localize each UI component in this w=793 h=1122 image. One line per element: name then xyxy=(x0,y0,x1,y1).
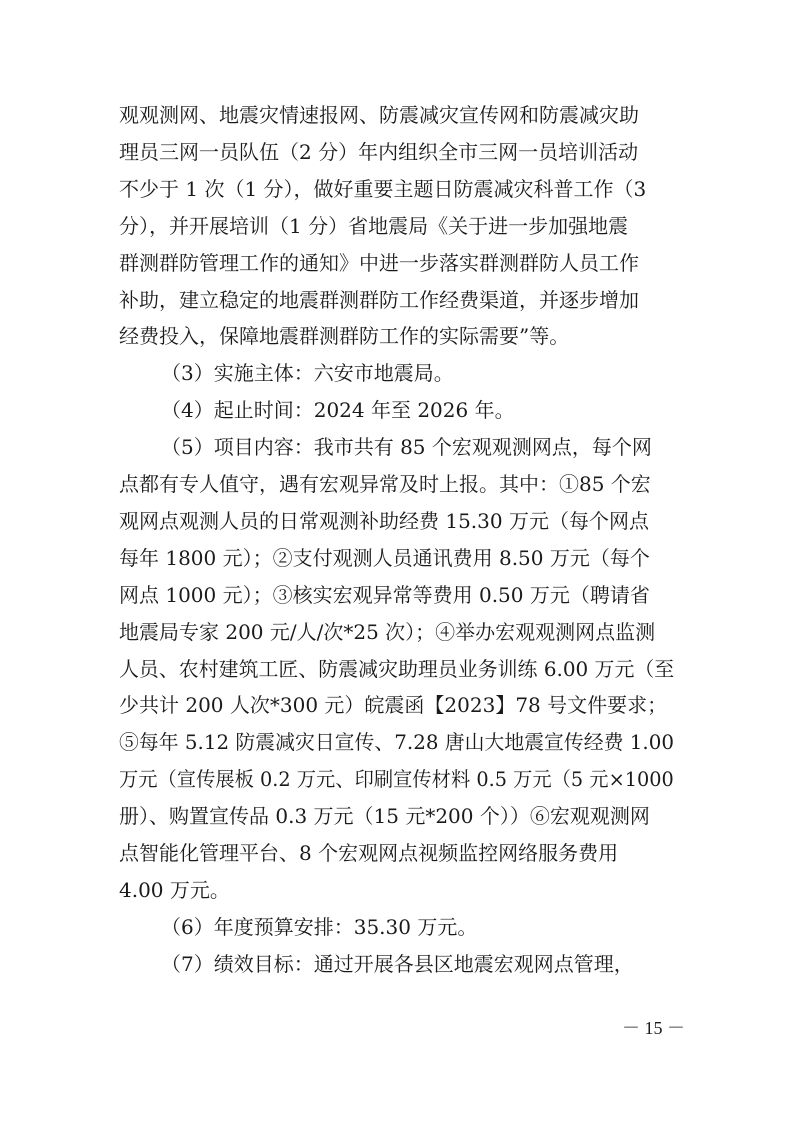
text-line: （6）年度预算安排：35.30 万元。 xyxy=(161,915,478,939)
text-line: （3）实施主体：六安市地震局。 xyxy=(161,361,454,385)
text-line: 观网点观测人员的日常观测补助经费 15.30 万元（每个网点 xyxy=(119,509,649,533)
text-line: 观观测网、地震灾情速报网、防震减灾宣传网和防震减灾助 xyxy=(119,103,639,127)
text-line: （5）项目内容：我市共有 85 个宏观观测网点，每个网 xyxy=(161,435,652,459)
text-line: （7）绩效目标：通过开展各县区地震宏观网点管理， xyxy=(161,952,634,976)
text-line: 点智能化管理平台、8 个宏观网点视频监控网络服务费用 xyxy=(119,841,619,865)
text-line: 群测群防管理工作的通知》中进一步落实群测群防人员工作 xyxy=(119,251,639,275)
text-line: 册）、购置宣传品 0.3 万元（15 元*200 个））⑥宏观观测网 xyxy=(119,804,650,828)
text-line: 理员三网一员队伍（2 分）年内组织全市三网一员培训活动 xyxy=(119,140,639,164)
text-line: 万元（宣传展板 0.2 万元、印刷宣传材料 0.5 万元（5 元×1000 xyxy=(119,767,674,791)
text-line: 不少于 1 次（1 分），做好重要主题日防震减灾科普工作（3 xyxy=(119,177,647,201)
text-line: 少共计 200 人次*300 元）皖震函【2023】78 号文件要求； xyxy=(119,693,668,717)
text-line: 分），并开展培训（1 分）省地震局《关于进一步加强地震 xyxy=(119,214,629,238)
text-line: 点都有专人值守，遇有宏观异常及时上报。其中：①85 个宏 xyxy=(119,472,651,496)
text-line: 网点 1000 元）；③核实宏观异常等费用 0.50 万元（聘请省 xyxy=(119,583,650,607)
text-line: ⑤每年 5.12 防震减灾日宣传、7.28 唐山大地震宣传经费 1.00 xyxy=(119,730,675,754)
text-line: （4）起止时间：2024 年至 2026 年。 xyxy=(161,398,515,422)
text-line: 每年 1800 元）；②支付观测人员通讯费用 8.50 万元（每个 xyxy=(119,546,650,570)
text-line: 补助，建立稳定的地震群测群防工作经费渠道，并逐步增加 xyxy=(119,288,639,312)
text-line: 人员、农村建筑工匠、防震减灾助理员业务训练 6.00 万元（至 xyxy=(119,657,675,681)
text-line: 地震局专家 200 元/人/次*25 次）；④举办宏观观测网点监测 xyxy=(119,620,656,644)
text-line: 经费投入，保障地震群测群防工作的实际需要”等。 xyxy=(119,324,570,348)
page-number: － 15 － xyxy=(622,1018,685,1038)
text-line: 4.00 万元。 xyxy=(119,878,230,902)
